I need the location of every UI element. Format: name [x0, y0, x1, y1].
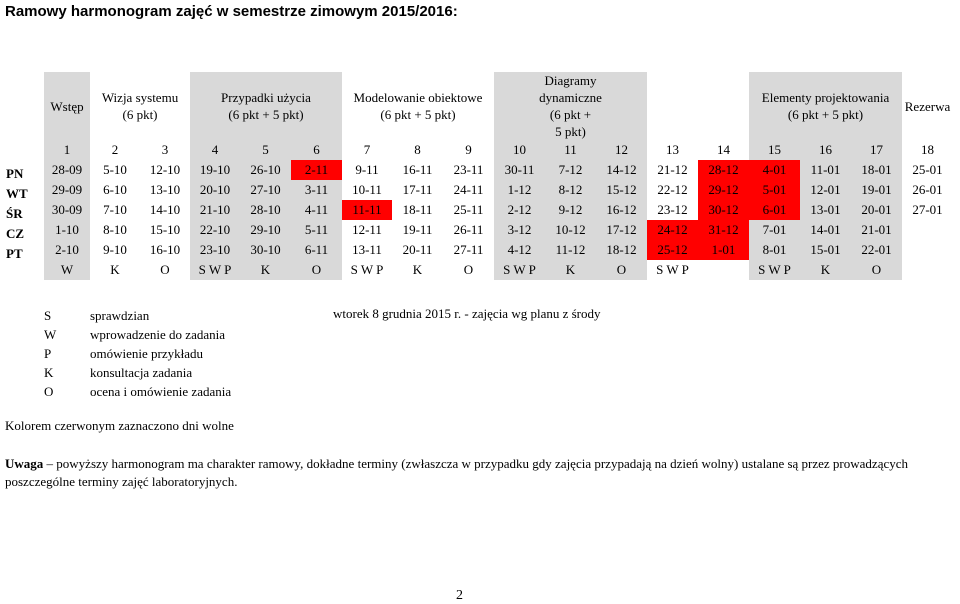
- date-cell: 19-01: [851, 180, 902, 200]
- date-cell: 17-11: [392, 180, 443, 200]
- week-number-row: [44, 140, 953, 160]
- legend-item: [44, 344, 231, 363]
- day-label: PT: [6, 246, 23, 261]
- day-label: ŚR: [6, 206, 23, 221]
- date-cell: 30-11: [494, 160, 545, 180]
- week-number-cell: 17: [851, 140, 902, 160]
- day-row-1: [44, 180, 953, 200]
- date-cell: 9-10: [90, 240, 140, 260]
- date-cell: 24-11: [443, 180, 494, 200]
- date-cell: [902, 220, 953, 240]
- date-cell: 20-10: [190, 180, 240, 200]
- date-cell: 2-10: [44, 240, 90, 260]
- activity-cell: W: [44, 260, 90, 280]
- date-cell: 14-10: [140, 200, 190, 220]
- date-cell: 28-09: [44, 160, 90, 180]
- date-cell: 30-09: [44, 200, 90, 220]
- date-cell: 29-10: [240, 220, 291, 240]
- week-number-cell: 12: [596, 140, 647, 160]
- day-row-3: [44, 220, 953, 240]
- date-cell: 16-12: [596, 200, 647, 220]
- page-number: 2: [456, 588, 463, 603]
- date-cell: 5-01: [749, 180, 800, 200]
- warning-text: – powyższy harmonogram ma charakter ramowy, dokładne terminy (zwłaszcza w przypadku gdy zajęcia przypadają na dzień wolny) ustalane są przez prowadzących poszczególne terminy zajęć laboratoryjnych.: [5, 456, 909, 489]
- activity-cell: S W P: [190, 260, 240, 280]
- date-cell: 9-11: [342, 160, 392, 180]
- date-cell: 9-12: [545, 200, 596, 220]
- date-cell: 28-10: [240, 200, 291, 220]
- day-row-0: [44, 160, 953, 180]
- legend-item: [44, 382, 231, 401]
- date-cell: 19-10: [190, 160, 240, 180]
- date-cell: 15-10: [140, 220, 190, 240]
- date-cell: 27-01: [902, 200, 953, 220]
- legend-text: wprowadzenie do zadania: [90, 327, 225, 342]
- day-label: CZ: [6, 226, 25, 241]
- week-number-cell: 10: [494, 140, 545, 160]
- date-cell: 2-11: [291, 160, 342, 180]
- date-cell: 30-10: [240, 240, 291, 260]
- group-object-modeling: Modelowanie obiektowe (6 pkt + 5 pkt): [342, 72, 494, 140]
- legend-item: [44, 325, 231, 344]
- date-cell: 26-01: [902, 180, 953, 200]
- page-title: Ramowy harmonogram zajęć w semestrze zimowym 2015/2016:: [5, 3, 458, 20]
- legend-abbr: S: [44, 308, 52, 323]
- date-cell: [902, 240, 953, 260]
- date-cell: 19-11: [392, 220, 443, 240]
- activity-cell: O: [291, 260, 342, 280]
- group-use-cases: Przypadki użycia (6 pkt + 5 pkt): [190, 72, 342, 140]
- legend-text: omówienie przykładu: [90, 346, 203, 361]
- date-cell: 23-10: [190, 240, 240, 260]
- date-cell: 7-12: [545, 160, 596, 180]
- week-number-cell: 5: [240, 140, 291, 160]
- date-cell: 16-10: [140, 240, 190, 260]
- date-cell: 28-12: [698, 160, 749, 180]
- date-cell: 12-11: [342, 220, 392, 240]
- red-color-footnote: Kolorem czerwonym zaznaczono dni wolne: [5, 418, 234, 433]
- date-cell: 22-12: [647, 180, 698, 200]
- date-cell: 25-01: [902, 160, 953, 180]
- activity-cell: O: [596, 260, 647, 280]
- activity-cell: K: [800, 260, 851, 280]
- activity-cell: [698, 260, 749, 280]
- date-cell: 22-10: [190, 220, 240, 240]
- date-cell: 31-12: [698, 220, 749, 240]
- legend-abbr: K: [44, 365, 54, 380]
- date-cell: 30-12: [698, 200, 749, 220]
- date-cell: 7-01: [749, 220, 800, 240]
- date-cell: 26-10: [240, 160, 291, 180]
- date-cell: 4-01: [749, 160, 800, 180]
- activity-cell: K: [90, 260, 140, 280]
- date-cell: 24-12: [647, 220, 698, 240]
- activity-row: [44, 260, 953, 280]
- legend-text: sprawdzian: [90, 308, 150, 323]
- date-cell: 6-01: [749, 200, 800, 220]
- date-cell: 12-10: [140, 160, 190, 180]
- date-cell: 25-12: [647, 240, 698, 260]
- date-cell: 7-10: [90, 200, 140, 220]
- week-number-cell: 16: [800, 140, 851, 160]
- date-cell: 4-11: [291, 200, 342, 220]
- group-empty: [647, 72, 749, 140]
- header-group-row: [44, 72, 953, 140]
- date-cell: 20-01: [851, 200, 902, 220]
- date-cell: 18-11: [392, 200, 443, 220]
- legend-abbr: W: [44, 327, 57, 342]
- week-number-cell: 6: [291, 140, 342, 160]
- date-cell: 3-11: [291, 180, 342, 200]
- week-number-cell: 3: [140, 140, 190, 160]
- date-cell: 4-12: [494, 240, 545, 260]
- day-rows: [44, 160, 953, 260]
- date-cell: 20-11: [392, 240, 443, 260]
- date-cell: 25-11: [443, 200, 494, 220]
- date-cell: 10-12: [545, 220, 596, 240]
- warning-label: Uwaga: [5, 456, 44, 471]
- date-cell: 23-11: [443, 160, 494, 180]
- date-cell: 21-12: [647, 160, 698, 180]
- day-label: WT: [6, 186, 28, 201]
- date-cell: 3-12: [494, 220, 545, 240]
- activity-cell: S W P: [749, 260, 800, 280]
- date-cell: 5-10: [90, 160, 140, 180]
- date-cell: 1-12: [494, 180, 545, 200]
- date-cell: 11-12: [545, 240, 596, 260]
- group-intro: Wstęp: [44, 72, 90, 140]
- date-cell: 22-01: [851, 240, 902, 260]
- date-cell: 11-01: [800, 160, 851, 180]
- date-cell: 8-01: [749, 240, 800, 260]
- date-cell: 29-09: [44, 180, 90, 200]
- legend-text: konsultacja zadania: [90, 365, 193, 380]
- warning-paragraph: [5, 455, 935, 491]
- week-number-cell: 15: [749, 140, 800, 160]
- date-cell: 13-11: [342, 240, 392, 260]
- week-number-cell: 4: [190, 140, 240, 160]
- date-cell: 1-10: [44, 220, 90, 240]
- legend-item: [44, 306, 231, 325]
- date-cell: 27-10: [240, 180, 291, 200]
- activity-cell: S W P: [494, 260, 545, 280]
- day-row-4: [44, 240, 953, 260]
- week-number-cell: 7: [342, 140, 392, 160]
- activity-cell: K: [240, 260, 291, 280]
- date-cell: 6-11: [291, 240, 342, 260]
- legend-abbr: O: [44, 384, 54, 399]
- week-number-cell: 18: [902, 140, 953, 160]
- date-cell: 29-12: [698, 180, 749, 200]
- group-dynamic-diagrams: Diagramy dynamiczne (6 pkt + 5 pkt): [494, 72, 647, 140]
- group-vision: Wizja systemu (6 pkt): [90, 72, 190, 140]
- date-cell: 14-01: [800, 220, 851, 240]
- group-design-elements: Elementy projektowania (6 pkt + 5 pkt): [749, 72, 902, 140]
- date-cell: 21-10: [190, 200, 240, 220]
- schedule-table: [44, 72, 953, 280]
- activity-cell: S W P: [342, 260, 392, 280]
- date-cell: 5-11: [291, 220, 342, 240]
- activity-cell: O: [851, 260, 902, 280]
- date-cell: 16-11: [392, 160, 443, 180]
- activity-cell: O: [140, 260, 190, 280]
- group-reserve: Rezerwa: [902, 72, 953, 140]
- date-cell: 10-11: [342, 180, 392, 200]
- date-cell: 27-11: [443, 240, 494, 260]
- date-cell: 6-10: [90, 180, 140, 200]
- activity-cell: K: [392, 260, 443, 280]
- week-number-cell: 11: [545, 140, 596, 160]
- date-cell: 21-01: [851, 220, 902, 240]
- week-number-cell: 8: [392, 140, 443, 160]
- date-cell: 11-11: [342, 200, 392, 220]
- schedule-note: wtorek 8 grudnia 2015 r. - zajęcia wg planu z środy: [333, 306, 601, 321]
- legend-item: [44, 363, 231, 382]
- day-label: PN: [6, 166, 24, 181]
- legend-abbr: P: [44, 346, 52, 361]
- date-cell: 17-12: [596, 220, 647, 240]
- activity-cell: S W P: [647, 260, 698, 280]
- week-number-cell: 14: [698, 140, 749, 160]
- day-row-2: [44, 200, 953, 220]
- legend-text: ocena i omówienie zadania: [90, 384, 232, 399]
- activity-cell: [902, 260, 953, 280]
- date-cell: 26-11: [443, 220, 494, 240]
- date-cell: 23-12: [647, 200, 698, 220]
- date-cell: 8-10: [90, 220, 140, 240]
- activity-cell: K: [545, 260, 596, 280]
- date-cell: 8-12: [545, 180, 596, 200]
- date-cell: 18-01: [851, 160, 902, 180]
- date-cell: 13-10: [140, 180, 190, 200]
- week-number-cell: 2: [90, 140, 140, 160]
- date-cell: 15-01: [800, 240, 851, 260]
- date-cell: 2-12: [494, 200, 545, 220]
- date-cell: 15-12: [596, 180, 647, 200]
- week-number-cell: 9: [443, 140, 494, 160]
- date-cell: 12-01: [800, 180, 851, 200]
- date-cell: 18-12: [596, 240, 647, 260]
- legend: [44, 306, 231, 401]
- week-number-cell: 1: [44, 140, 90, 160]
- date-cell: 14-12: [596, 160, 647, 180]
- week-number-cell: 13: [647, 140, 698, 160]
- date-cell: 13-01: [800, 200, 851, 220]
- date-cell: 1-01: [698, 240, 749, 260]
- activity-cell: O: [443, 260, 494, 280]
